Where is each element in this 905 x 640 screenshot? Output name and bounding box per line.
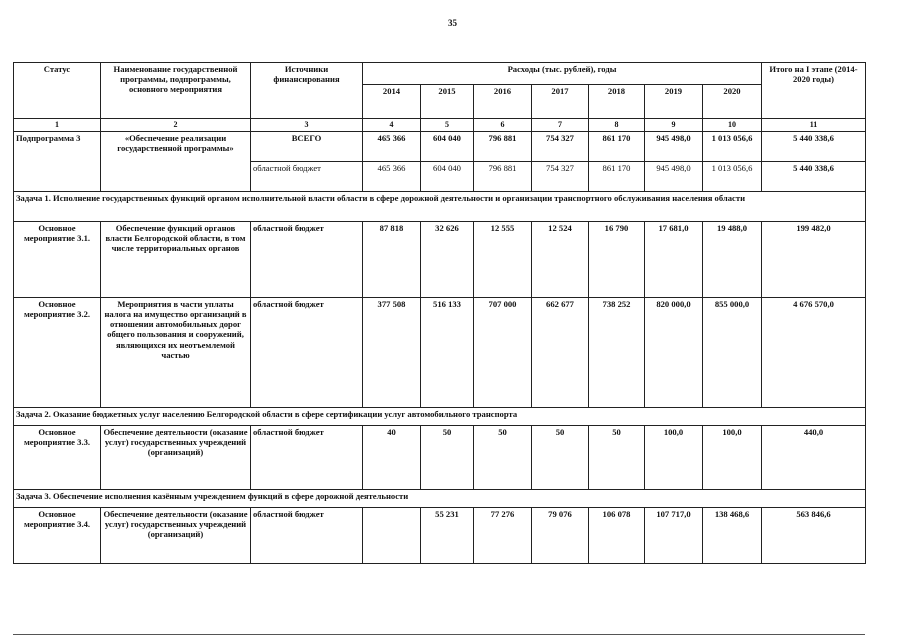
row-value xyxy=(363,508,421,564)
row-value: 945 498,0 xyxy=(645,132,703,162)
row-value: 12 555 xyxy=(474,222,532,298)
page-number: 35 xyxy=(448,18,457,28)
row-value: 55 231 xyxy=(421,508,474,564)
row-value: 662 677 xyxy=(532,298,589,408)
row-value: 16 790 xyxy=(589,222,645,298)
column-number: 3 xyxy=(251,119,363,132)
row-value: 32 626 xyxy=(421,222,474,298)
row-value: 754 327 xyxy=(532,162,589,192)
row-value: 17 681,0 xyxy=(645,222,703,298)
row-source: областной бюджет xyxy=(251,426,363,490)
row-value: 106 078 xyxy=(589,508,645,564)
page-bottom-rule xyxy=(13,634,865,635)
table-row xyxy=(14,426,866,490)
row-total: 5 440 338,6 xyxy=(762,162,866,192)
header-year: 2019 xyxy=(645,85,703,119)
row-value: 50 xyxy=(532,426,589,490)
budget-table xyxy=(13,62,866,564)
header-name: Наименование государственной программы, подпрограммы, основного мероприятия xyxy=(101,63,251,119)
measure-status: Основное мероприятие 3.4. xyxy=(14,508,101,564)
table-row xyxy=(14,298,866,408)
header-year: 2016 xyxy=(474,85,532,119)
measure-status: Основное мероприятие 3.3. xyxy=(14,426,101,490)
row-value: 377 508 xyxy=(363,298,421,408)
row-value: 861 170 xyxy=(589,162,645,192)
measure-name: Обеспечение функций органов власти Белгородской области, в том числе территориальных органов xyxy=(101,222,251,298)
row-value: 820 000,0 xyxy=(645,298,703,408)
row-value: 1 013 056,6 xyxy=(703,162,762,192)
column-number: 6 xyxy=(474,119,532,132)
row-value: 107 717,0 xyxy=(645,508,703,564)
row-value: 855 000,0 xyxy=(703,298,762,408)
header-year: 2017 xyxy=(532,85,589,119)
header-status: Статус xyxy=(14,63,101,119)
row-value: 100,0 xyxy=(703,426,762,490)
row-value: 19 488,0 xyxy=(703,222,762,298)
row-value: 738 252 xyxy=(589,298,645,408)
row-value: 516 133 xyxy=(421,298,474,408)
row-value: 50 xyxy=(474,426,532,490)
measure-status: Основное мероприятие 3.2. xyxy=(14,298,101,408)
row-source: ВСЕГО xyxy=(251,132,363,162)
row-value: 465 366 xyxy=(363,162,421,192)
header-expenses: Расходы (тыс. рублей), годы xyxy=(363,63,762,85)
header-year: 2015 xyxy=(421,85,474,119)
task-title: Задача 1. Исполнение государственных функций органом исполнительной власти области в сфере дорожной деятельности и организации транспортного обслуживания населения области xyxy=(14,192,866,222)
row-value: 861 170 xyxy=(589,132,645,162)
column-number: 9 xyxy=(645,119,703,132)
row-source: областной бюджет xyxy=(251,162,363,192)
row-value: 79 076 xyxy=(532,508,589,564)
header-year: 2014 xyxy=(363,85,421,119)
row-value: 796 881 xyxy=(474,132,532,162)
row-value: 50 xyxy=(421,426,474,490)
row-value: 707 000 xyxy=(474,298,532,408)
subprogram-status: Подпрограмма 3 xyxy=(14,132,101,192)
task-title: Задача 2. Оказание бюджетных услуг населению Белгородской области в сфере сертификации услуг автомобильного транспорта xyxy=(14,408,866,426)
row-total: 440,0 xyxy=(762,426,866,490)
row-value: 604 040 xyxy=(421,162,474,192)
row-value: 465 366 xyxy=(363,132,421,162)
header-sources: Источники финансирования xyxy=(251,63,363,119)
column-number: 4 xyxy=(363,119,421,132)
row-value: 50 xyxy=(589,426,645,490)
row-source: областной бюджет xyxy=(251,222,363,298)
row-total: 4 676 570,0 xyxy=(762,298,866,408)
column-number: 5 xyxy=(421,119,474,132)
row-value: 1 013 056,6 xyxy=(703,132,762,162)
column-number: 8 xyxy=(589,119,645,132)
row-value: 138 468,6 xyxy=(703,508,762,564)
row-value: 77 276 xyxy=(474,508,532,564)
table-row xyxy=(14,508,866,564)
table-row xyxy=(14,222,866,298)
row-value: 754 327 xyxy=(532,132,589,162)
header-total: Итого на I этапе (2014-2020 годы) xyxy=(762,63,866,119)
subprogram-name: «Обеспечение реализации государственной программы» xyxy=(101,132,251,192)
row-source: областной бюджет xyxy=(251,298,363,408)
measure-name: Мероприятия в части уплаты налога на имущество организаций в отношении автомобильных дорог общего пользования и сооружений, являющихся их неотъемлемой частью xyxy=(101,298,251,408)
row-value: 604 040 xyxy=(421,132,474,162)
row-value: 100,0 xyxy=(645,426,703,490)
column-number: 10 xyxy=(703,119,762,132)
header-year: 2018 xyxy=(589,85,645,119)
column-number: 1 xyxy=(14,119,101,132)
column-number: 2 xyxy=(101,119,251,132)
table-row xyxy=(14,132,866,162)
row-value: 87 818 xyxy=(363,222,421,298)
column-number: 7 xyxy=(532,119,589,132)
task-title: Задача 3. Обеспечение исполнения казённым учреждением функций в сфере дорожной деятельности xyxy=(14,490,866,508)
row-total: 563 846,6 xyxy=(762,508,866,564)
row-total: 199 482,0 xyxy=(762,222,866,298)
row-source: областной бюджет xyxy=(251,508,363,564)
measure-name: Обеспечение деятельности (оказание услуг) государственных учреждений (организаций) xyxy=(101,508,251,564)
row-total: 5 440 338,6 xyxy=(762,132,866,162)
measure-name: Обеспечение деятельности (оказание услуг) государственных учреждений (организаций) xyxy=(101,426,251,490)
row-value: 40 xyxy=(363,426,421,490)
measure-status: Основное мероприятие 3.1. xyxy=(14,222,101,298)
header-year: 2020 xyxy=(703,85,762,119)
column-number: 11 xyxy=(762,119,866,132)
row-value: 945 498,0 xyxy=(645,162,703,192)
row-value: 12 524 xyxy=(532,222,589,298)
row-value: 796 881 xyxy=(474,162,532,192)
